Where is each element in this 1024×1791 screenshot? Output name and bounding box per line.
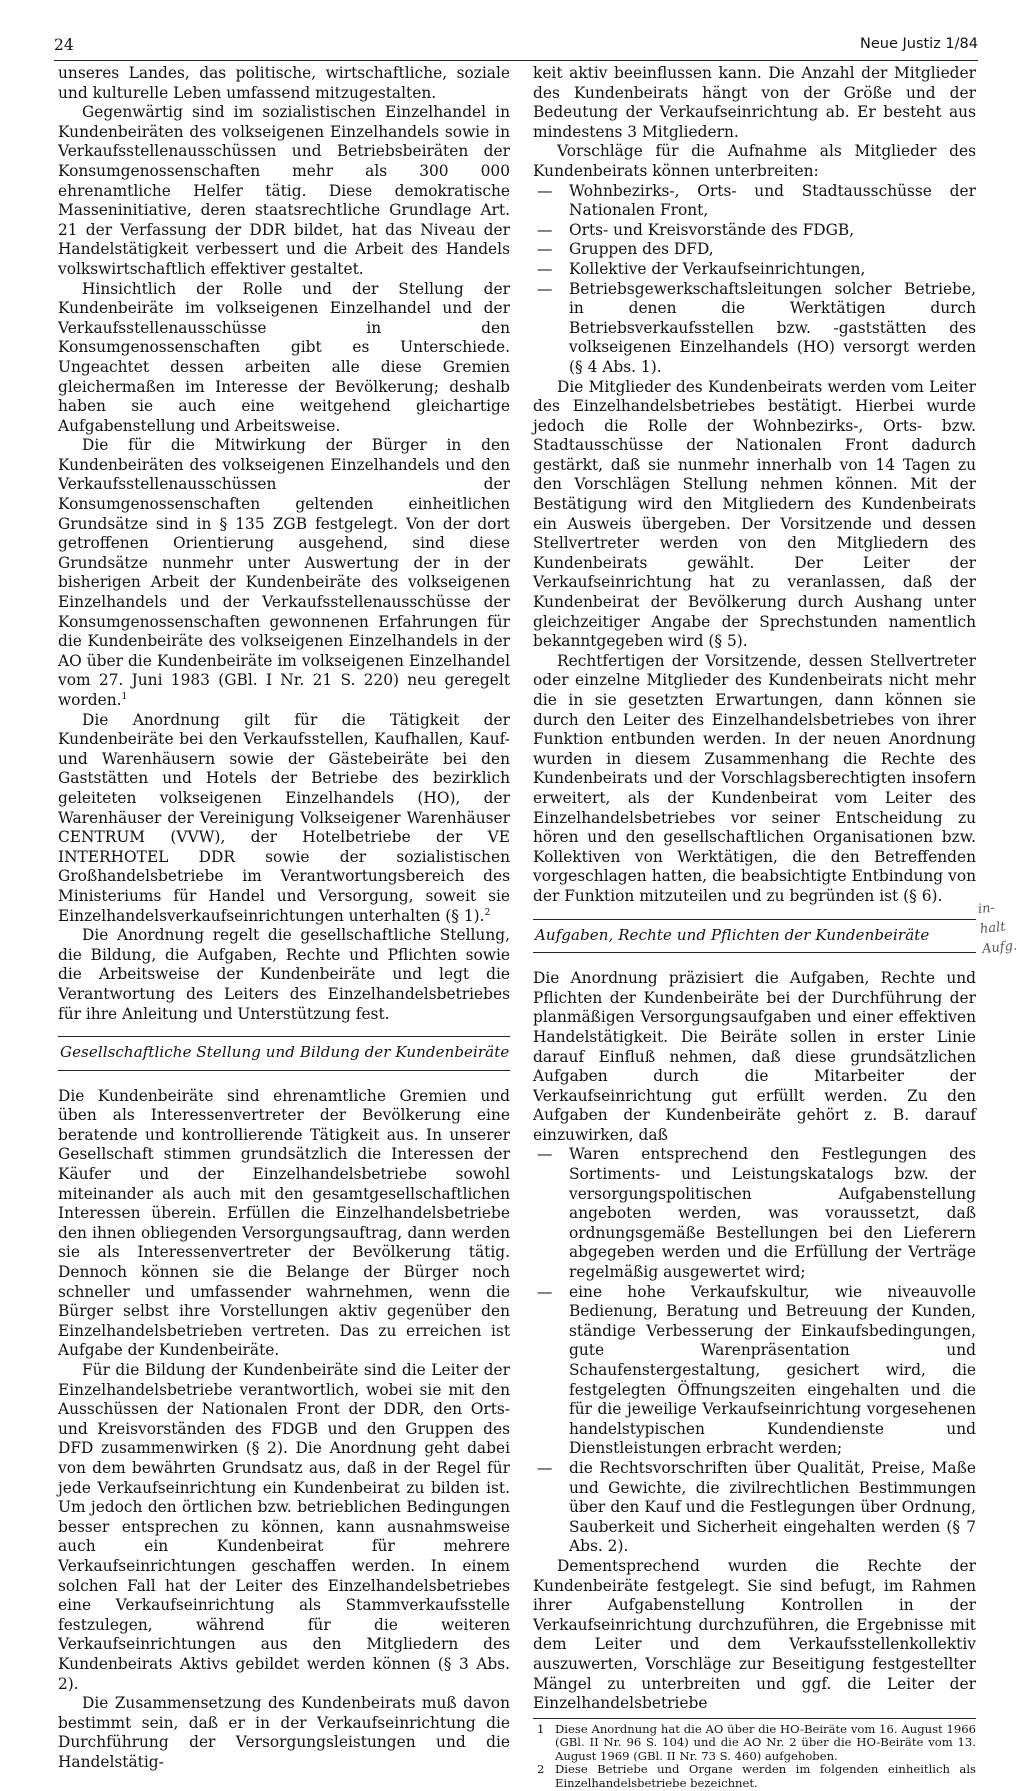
paragraph: Die Kundenbeiräte sind ehrenamtliche Gremien und üben als Interessenvertreter der Bevölkerung eine beratende und kontrollierende Tätigkeit aus. In unserer Gesellschaft stimmen grundsätzlich die Interessen der Käufer und der Einzelhandelsbetriebe sowohl miteinander als auch mit den gesamtgesellschaftlichen Interessen überein. Erfüllen die Einzelhandelsbetriebe den ihnen obliegenden Versorgungsauftrag, dann werden sie als Interessenvertreter der Bevölkerung tätig. Dennoch können sie die Belange der Bürger noch schneller und umfassender wahrnehmen, wenn die Bürger selbst ihre Vorstellungen aktiv gegenüber den Einzelhandelsbetrieben vertreten. Das zu erreichen ist Aufgabe der Kundenbeiräte. (58, 1086, 510, 1360)
list-item: — Kollektive der Verkaufseinrichtungen, (537, 259, 866, 278)
footnotes (533, 1718, 976, 1791)
right-column (533, 64, 976, 1791)
paragraph (58, 436, 510, 710)
paragraph: Hinsichtlich der Rolle und der Stellung der Kundenbeiräte im volkseigenen Einzelhandel und der Verkaufsstellenausschüsse in den Konsumgenossenschaften gibt es Unterschiede. Ungeachtet dessen arbeiten alle diese Gremien gleichermaßen im Interesse der Bevölkerung; deshalb haben sie auch eine weitgehend gleichartige Aufgabenstellung und Arbeitsweise. (58, 279, 510, 435)
footnote: 2 Diese Betriebe und Organe werden im folgenden einheitlich als Einzelhandelsbetriebe bezeichnet. (537, 1762, 976, 1791)
dash-bullet: — (537, 279, 553, 298)
dash-bullet: — (537, 1145, 553, 1164)
paragraph: Die Anordnung präzisiert die Aufgaben, Rechte und Pflichten der Kundenbeiräte bei der Durchführung der planmäßigen Versorgungsaufgaben und einer effektiven Handelstätigkeit. Die Beiräte sollen in erster Linie darauf Einfluß nehmen, daß diese grundsätzlichen Aufgaben durch die Mitarbeiter der Verkaufseinrichtung gut erfüllt werden. Zu den Aufgaben der Kundenbeiräte gehört z. B. darauf einzuwirken, daß (533, 969, 976, 1144)
dash-bullet: — (537, 181, 553, 200)
dash-bullet: — (537, 1458, 553, 1477)
paragraph: Gegenwärtig sind im sozialistischen Einzelhandel in Kundenbeiräten des volkseigenen Einzelhandels sowie in Verkaufsstellenausschüssen und Betriebsbeiräten der Konsumgenossenschaften mehr als 300 000 ehrenamtliche Helfer tätig. Diese demokratische Masseninitiative, deren staatsrechtliche Grundlage Art. 21 der Verfassung der DDR bildet, hat das Niveau der Handelstätigkeit verbessert und die Arbeit des Handels volkswirtschaftlich effektiver gestaltet. (58, 103, 510, 278)
paragraph: Die Zusammensetzung des Kundenbeirats muß davon bestimmt sein, daß er in der Verkaufseinrichtung die Durchführung der Versorgungsleistungen und die Handelstätig- (58, 1694, 510, 1771)
list-item: — Gruppen des DFD, (537, 240, 714, 259)
footnote-ref: 1 (121, 691, 128, 702)
page-header (54, 36, 978, 58)
footnote-number: 2 (537, 1762, 545, 1777)
section-heading: Gesellschaftliche Stellung und Bildung der Kundenbeiräte (58, 1036, 510, 1071)
proposer-list (533, 182, 976, 378)
page-number: 24 (54, 36, 74, 54)
dash-bullet: — (537, 240, 553, 259)
paragraph: Vorschläge für die Aufnahme als Mitglieder des Kundenbeirats können unterbreiten: (533, 142, 976, 180)
left-column (58, 64, 510, 1772)
footnote-ref: 2 (484, 907, 491, 918)
journal-reference: Neue Justiz 1/84 (859, 36, 978, 52)
footnote-number: 1 (537, 1721, 545, 1736)
paragraph: Dementsprechend wurden die Rechte der Kundenbeiräte festgelegt. Sie sind befugt, im Rahmen ihrer Aufgabenstellung Kontrollen in der Verkaufseinrichtung durchzuführen, die Ergebnisse mit dem Leiter und dem Verkaufsstellenkollektiv auszuwerten, Vorschläge zur Beseitigung festgestellter Mängel zu unterbreiten und ggf. die Leiter der Einzelhandelsbetriebe (533, 1556, 976, 1713)
paragraph: keit aktiv beeinflussen kann. Die Anzahl der Mitglieder des Kundenbeirats hängt von der Größe und der Bedeutung der Verkaufseinrichtung ab. Er besteht aus mindestens 3 Mitgliedern. (533, 64, 976, 141)
paragraph: Rechtfertigen der Vorsitzende, dessen Stellvertreter oder einzelne Mitglieder des Kundenbeirats nicht mehr die in sie gesetzten Erwartungen, dann können sie durch den Leiter des Einzelhandelsbetriebes von ihrer Funktion entbunden werden. In der neuen Anordnung wurden in diesem Zusammenhang die Rechte des Kundenbeirats und der Vorschlagsberechtigten insofern erweitert, als der Kundenbeirat vom Leiter des Einzelhandelsbetriebes vor seiner Entscheidung zu hören und den gesellschaftlichen Organisationen bzw. Kollektiven von Werktätigen, die den Betreffenden vorgeschlagen hatten, die beabsichtigte Entbindung von der Funktion mitzuteilen und zu begründen ist (§ 6). (533, 651, 976, 905)
list-item: — Waren entsprechend den Festlegungen des Sortiments- und Leistungskatalogs bzw. der versorgungspolitischen Aufgabenstellung angeboten werden, was voraussetzt, daß ordnungsgemäße Bestellungen bei den Lieferern abgegeben werden und die Erfüllung der Verträge regelmäßig ausgewertet wird; (537, 1145, 976, 1282)
paragraph-text: Die für die Mitwirkung der Bürger in den Kundenbeiräten des volkseigenen Einzelhandels und den Verkaufsstellenausschüssen der Konsumgenossenschaften geltenden einheitlichen Grundsätze sind in § 135 ZGB festgelegt. Von der dort getroffenen Orientierung ausgehend, sind diese Grundsätze nunmehr unter Auswertung der in der bisherigen Arbeit der Kundenbeiräte des volkseigenen Einzelhandels und der Verkaufsstellenausschüsse der Konsumgenossenschaften gewonnenen Erfahrungen für die Kundenbeiräte des volkseigenen Einzelhandels in der AO über die Kundenbeiräte im volkseigenen Einzelhandel vom 27. Juni 1983 (GBl. I Nr. 21 S. 220) neu geregelt worden. (58, 436, 510, 709)
list-item: — Betriebsgewerkschaftsleitungen solcher Betriebe, in denen die Werktätigen durch Betriebsverkaufsstellen bzw. -gaststätten des volkseigenen Einzelhandels (HO) versorgt werden (§ 4 Abs. 1). (537, 279, 976, 376)
paragraph: Die Anordnung regelt die gesellschaftliche Stellung, die Bildung, die Aufgaben, Rechte und Pflichten sowie die Arbeitsweise der Kundenbeiräte und legt die Verantwortung des Leiters des Einzelhandelsbetriebes für ihre Anleitung und Unterstützung fest. (58, 926, 510, 1023)
paragraph-text: Die Anordnung gilt für die Tätigkeit der Kundenbeiräte bei den Verkaufsstellen, Kaufhallen, Kauf- und Warenhäusern sowie der Gästebeiräte bei den Gaststätten und Hotels der Betriebe des bezirklich geleiteten volkseigenen Einzelhandels (HO), der Warenhäuser der Vereinigung Volkseigener Warenhäuser CENTRUM (VVW), der Hotelbetriebe der VE INTERHOTEL DDR sowie der sozialistischen Großhandelsbetriebe im Verantwortungsbereich des Ministeriums für Handel und Versorgung, soweit sie Einzelhandelsverkaufseinrichtungen unterhalten (§ 1). (58, 710, 510, 925)
list-item: — Orts- und Kreisvorstände des FDGB, (537, 220, 855, 239)
header-rule (54, 60, 978, 61)
task-list (533, 1145, 976, 1556)
footnote: 1 Diese Anordnung hat die AO über die HO-Beiräte vom 16. August 1966 (GBl. II Nr. 96 S. 104) und die AO Nr. 2 über die HO-Beiräte vom 13. August 1969 (GBl. II Nr. 73 S. 460) aufgehoben. (537, 1721, 976, 1763)
paragraph: Die Mitglieder des Kundenbeirats werden vom Leiter des Einzelhandelsbetriebes bestätigt. Hierbei wurde jedoch die Rolle der Wohnbezirks-, Orts- bzw. Stadtausschüsse der Nationalen Front dadurch gestärkt, daß sie nunmehr innerhalb von 14 Tagen zu den Vorschlägen Stellung nehmen können. Mit der Bestätigung wird den Mitgliedern des Kundenbeirats ein Ausweis übergeben. Der Vorsitzende und dessen Stellvertreter werden von den Mitgliedern des Kundenbeirats gewählt. Der Leiter der Verkaufseinrichtung hat zu veranlassen, daß der Kundenbeirat der Bevölkerung durch Aushang unter gleichzeitiger Angabe der Sprechstunden namentlich bekanntgegeben wird (§ 5). (533, 377, 976, 651)
list-item: — Wohnbezirks-, Orts- und Stadtausschüsse der Nationalen Front, (537, 181, 976, 220)
paragraph (58, 711, 510, 927)
list-item: — die Rechtsvorschriften über Qualität, Preise, Maße und Gewichte, die zivilrechtlichen Bestimmungen über den Kauf und die Festlegungen über Ordnung, Sauberkeit und Sicherheit eingehalten werden (§ 7 Abs. 2). (537, 1458, 976, 1556)
section-heading: Aufgaben, Rechte und Pflichten der Kundenbeiräte (533, 919, 976, 954)
dash-bullet: — (537, 259, 553, 278)
dash-bullet: — (537, 1282, 553, 1301)
paragraph: unseres Landes, das politische, wirtschaftliche, soziale und kulturelle Leben umfassend mitzugestalten. (58, 64, 510, 102)
dash-bullet: — (537, 220, 553, 239)
paragraph: Für die Bildung der Kundenbeiräte sind die Leiter der Einzelhandelsbetriebe verantwortlich, wobei sie mit den Ausschüssen der Nationalen Front der DDR, den Orts- und Kreisvorständen des FDGB und den Gruppen des DFD zusammenwirken (§ 2). Die Anordnung geht dabei von dem bewährten Grundsatz aus, daß in der Regel für jede Verkaufseinrichtung ein Kundenbeirat zu bilden ist. Um jedoch den örtlichen bzw. betrieblichen Bedingungen besser entsprechen zu können, kann ausnahmsweise auch ein Kundenbeirat für mehrere Verkaufseinrichtungen geschaffen werden. In einem solchen Fall hat der Leiter des Einzelhandelsbetriebes eine Verkaufseinrichtung als Stammverkaufsstelle festzulegen, während für die weiteren Verkaufseinrichtungen aus den Mitgliedern des Kundenbeirats Aktivs gebildet werden können (§ 3 Abs. 2). (58, 1361, 510, 1693)
handwritten-margin-note: in- halt Aufg. (977, 900, 1018, 958)
list-item: — eine hohe Verkaufskultur, wie niveauvolle Bedienung, Beratung und Betreuung der Kunden, ständige Verbesserung der Einkaufsbedingungen, gute Warenpräsentation und Schaufenstergestaltung, gesichert wird, die festgelegten Öffnungszeiten eingehalten und die für die jeweilige Verkaufseinrichtung vorgesehenen handelstypischen Kundendienste und Dienstleistungen erbracht werden; (537, 1282, 976, 1458)
